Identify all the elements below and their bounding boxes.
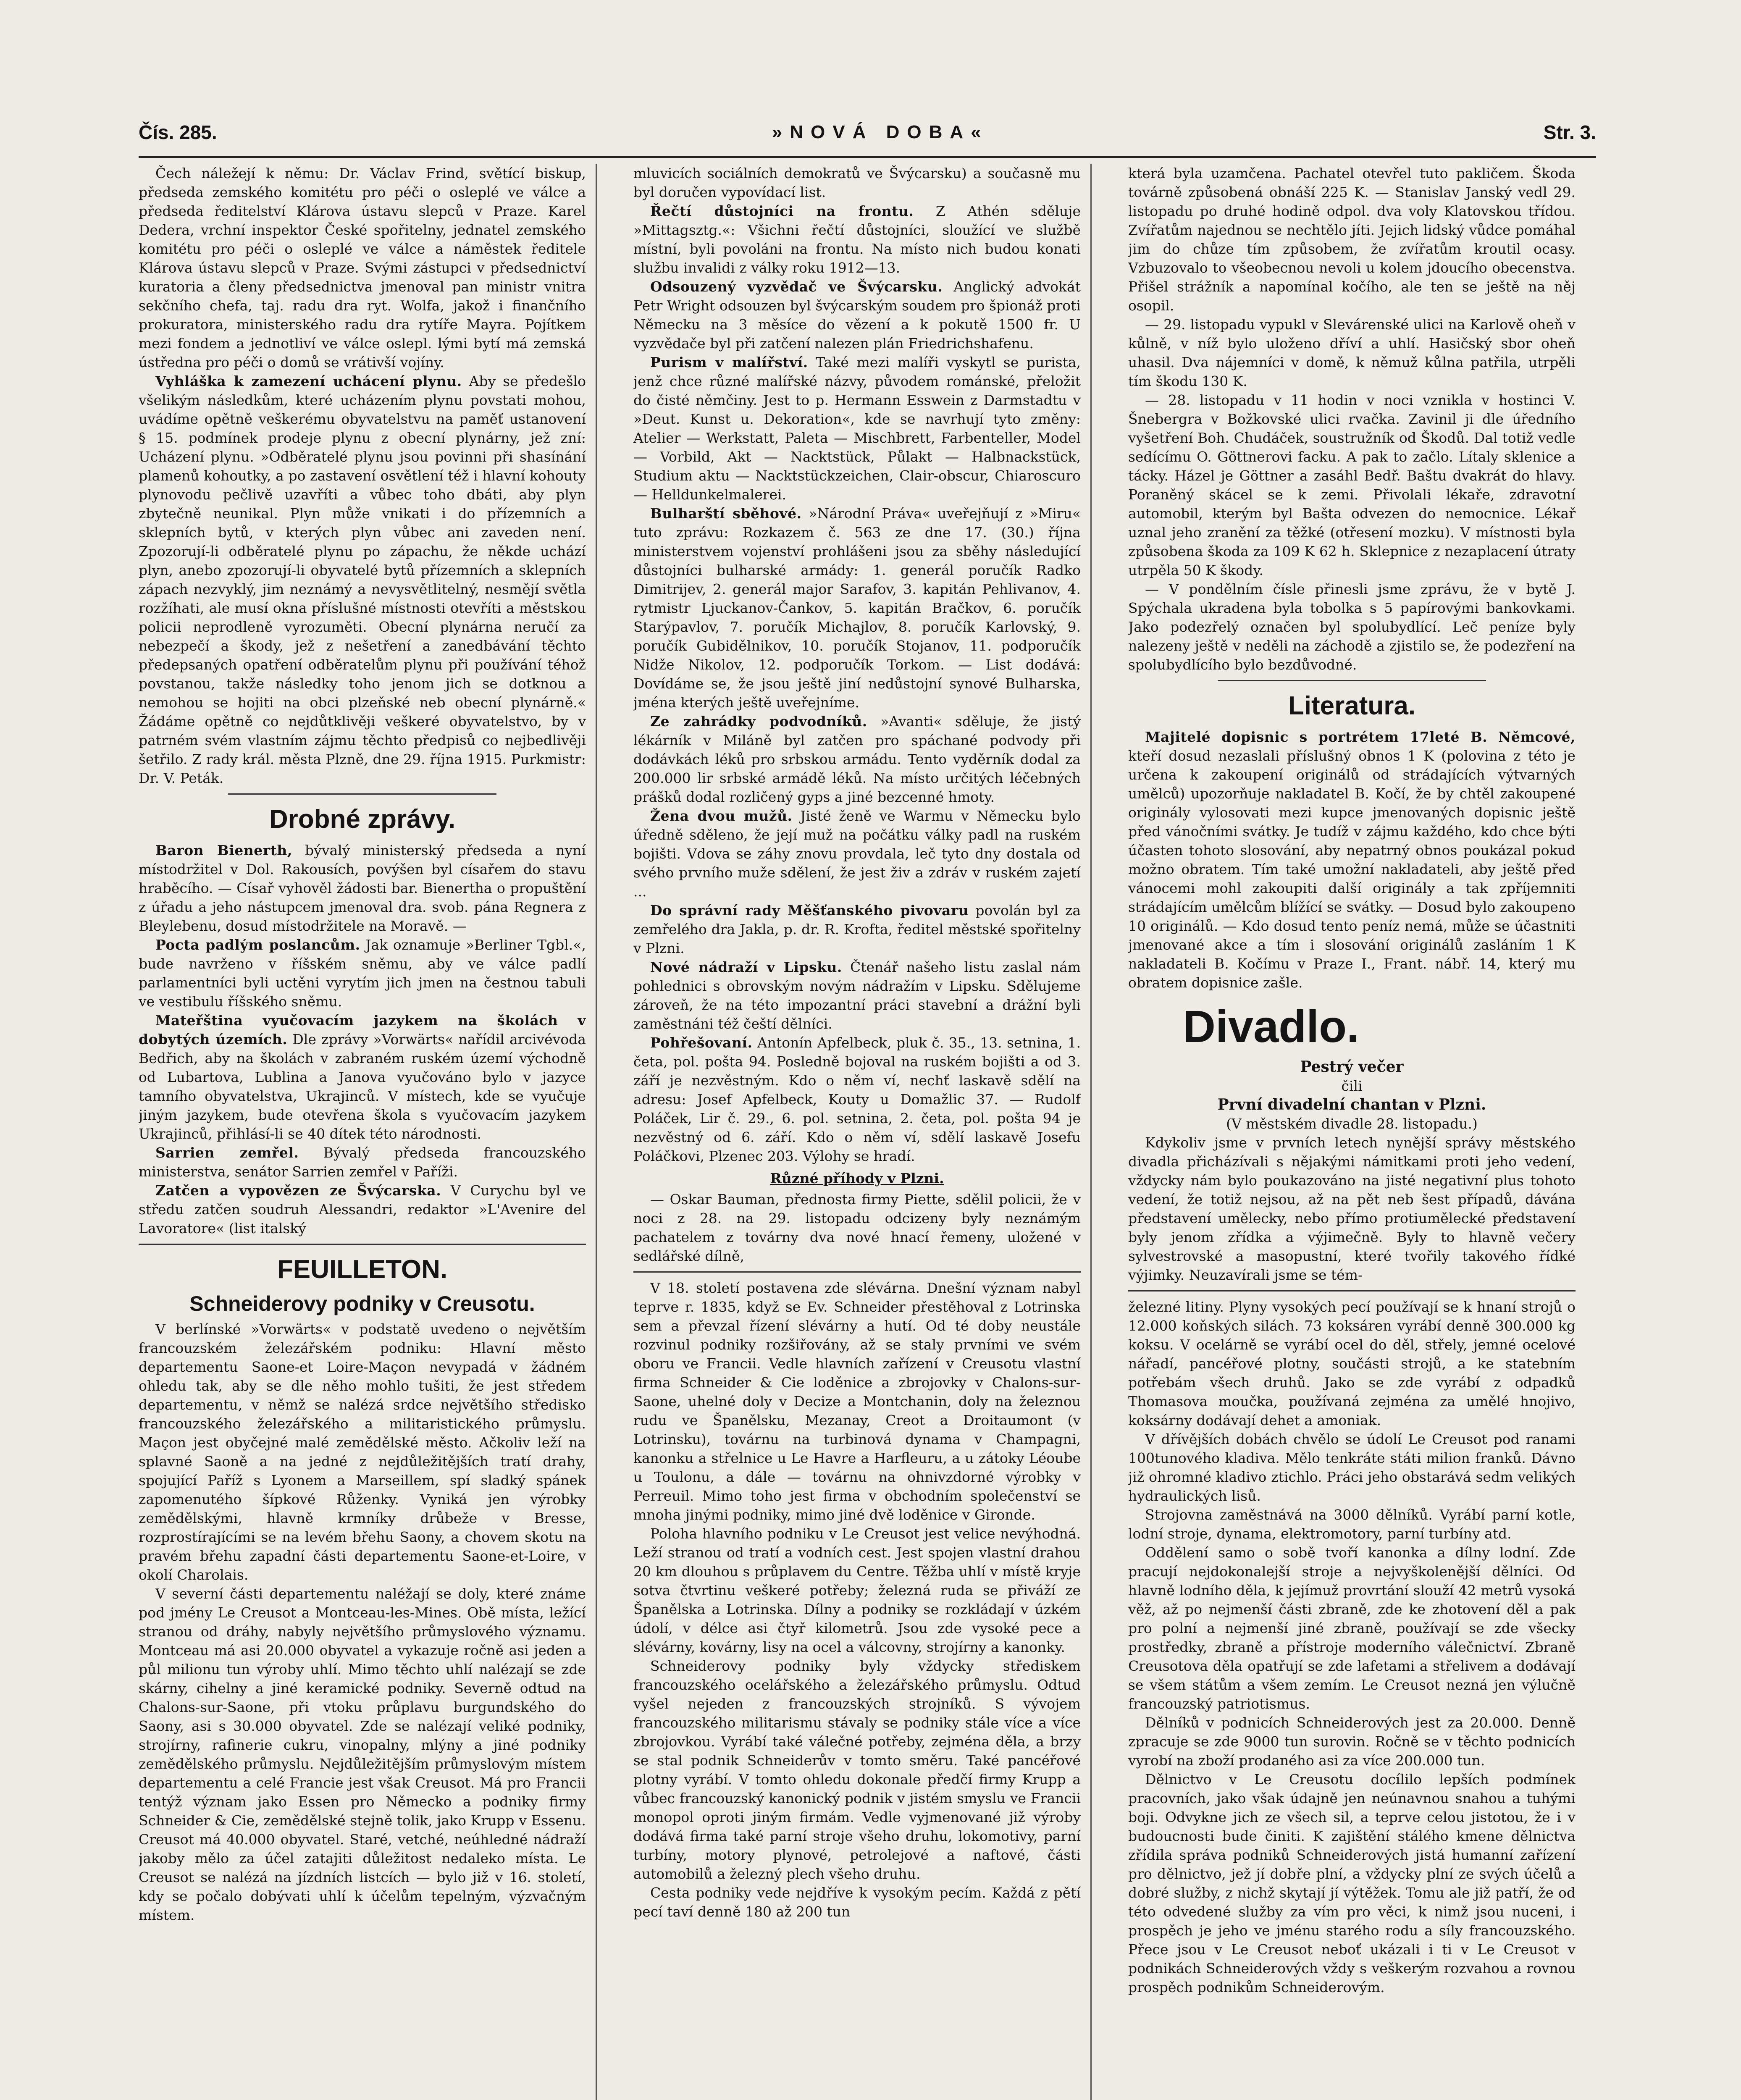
article-text: železné litiny. Plyny vysokých pecí používají se k hnaní strojů o 12.000 koňských silách. 73 koksáren vyrábí denně 300.000 kg koksu. V ocelárně se vyrábí ocel do děl, střely, jemné ocelové nářadí, pancéřové plotny, součásti strojů, a ke statebním potřebám všech druhů. Jako se zde vyrábí z odpadků Thomasova moučka, používaná zejména za umělé hnojivo, koksárny dodávají dehet a amoniak.	[1128, 1299, 1576, 1428]
article-text: která byla uzamčena. Pachatel otevřel tuto pakličem. Škoda továrně způsobená obnáší 225 K. — Stanislav Janský vedl 29. listopadu po druhé hodině odpol. dva voly Klatovskou třídou. Zvířatům najednou se nechtělo jíti. Jejich lidský vůdce pomáhal jim do chůze tím způsobem, že zvířatům kroutil ocasy. Vzbuzovalo to všeobecnou nevoli u kolem jdoucího obecenstva. Přišel strážník a napomínal kočího, ale ten se ještě na něj osopil.	[1128, 165, 1576, 314]
article-lead: Sarrien zemřel.	[155, 1144, 299, 1161]
divider	[1218, 680, 1486, 681]
header-rule	[139, 156, 1596, 158]
article-paragraph	[633, 806, 1081, 901]
section-heading-feuilleton: FEUILLETON.	[277, 1255, 448, 1284]
article-lead: Mateřština vyučovacím jazykem na školách v dobytých územích.	[139, 1012, 586, 1047]
divider	[139, 1244, 586, 1245]
issue-number: Čís. 285.	[139, 121, 217, 143]
article-text: — V pondělním čísle přinesli jsme zprávu, že v bytě J. Spýchala ukradena byla tobolka s 5 papírovými bankovkami. Jako podezřelý označen byl spolubydlící. Leč peníze byly nalezeny ještě v neděli na záchodě a zjistilo se, že podezření na spolubydlícího bylo bezdůvodné.	[1128, 581, 1576, 673]
article-lead: Baron Bienerth,	[155, 842, 292, 858]
article-lead: Do správní rady Měšťanského pivovaru	[650, 902, 969, 919]
section-heading-drobne: Drobné zprávy.	[269, 805, 456, 834]
article-paragraph	[633, 958, 1081, 1033]
article-paragraph	[139, 841, 586, 935]
article-text: Dělníků v podnicích Schneiderových jest za 20.000. Denně zpracuje se zde 9000 tun surovin. Ročně se v těchto podnicích vyrobí na zboží prodaného asi za více 200.000 tun.	[1128, 1714, 1576, 1769]
divider	[1128, 1290, 1576, 1292]
article-text: Kdykoliv jsme v prvních letech nynější správy městského divadla přicházívali s nějakými námitkami proti jeho vedení, vždycky nám bylo poukazováno na jisté negativní plus tohoto vedení, že totiž nejsou, až na pět neb šest případů, dávána představení umělecky, nebo přímo protiumělecké představení byly jenom zřídka a výjimečně. Byly to hlavně večery sylvestrovské a masopustní, které tvořily takového řídké výjimky. Neuzavírali jsme se tém-	[1128, 1134, 1576, 1283]
article-text: Jisté ženě ve Warmu v Německu bylo úředně sděleno, že její muž na počátku války padl na ruském bojišti. Vdova se záhy znovu provdala, leč tyto dny dostala od svého prvního muže sdělení, že jest živ a zdráv v ruském zajetí ...	[633, 808, 1081, 900]
subsection-heading-prihody: Různé příhody v Plzni.	[770, 1170, 944, 1186]
article-lead: Pocta padlým poslancům.	[155, 937, 360, 953]
page-header	[139, 113, 1596, 151]
article-lead: Bulharští sběhové.	[650, 505, 802, 522]
article-paragraph	[633, 712, 1081, 806]
article-lead: Pohřešovaní.	[650, 1034, 753, 1051]
article-text: Jak oznamuje »Berliner Tgbl.«, bude navrženo v říšském sněmu, aby ve válce padlí parlamentníci byli uctěni vyrytím jich jmen na čestnou tabuli ve vestibulu říšského sněmu.	[139, 937, 586, 1010]
article-lead: Žena dvou mužů.	[650, 808, 793, 824]
article-lead: Řečtí důstojníci na frontu.	[650, 203, 914, 219]
theatre-venue: (V městském divadle 28. listopadu.)	[1226, 1116, 1478, 1132]
article-lead: Purism v malířství.	[650, 354, 808, 370]
section-heading-literatura: Literatura.	[1288, 691, 1416, 720]
column-1	[139, 164, 586, 2100]
page-number: Str. 3.	[1543, 121, 1596, 143]
theatre-title: První divadelní chantan v Plzni.	[1217, 1096, 1486, 1113]
column-2	[633, 164, 1081, 2100]
article-lead: Odsouzený vyzvědač ve Švýcarsku.	[650, 278, 943, 295]
article-text: V dřívějších dobách chvělo se údolí Le Creusot pod ranami 100tunového kladiva. Mělo tenkráte státi milion franků. Dávno již ohromné kladivo ztichlo. Práci jeho obstarává sedm velikých hydraulických lisů.	[1128, 1431, 1576, 1504]
section-heading-divadlo: Divadlo.	[1183, 1001, 1360, 1052]
newspaper-title: »NOVÁ DOBA«	[772, 122, 989, 142]
article-text: Cesta podniky vede nejdříve k vysokým pecím. Každá z pětí pecí taví denně 180 až 200 tun	[633, 1885, 1081, 1920]
article-paragraph	[1128, 727, 1576, 992]
article-text: kteří dosud nezaslali příslušný obnos 1 K (polovina z této je určena k zakoupení originálů od strádajících výtvarných umělců) upozorňuje nakladatel B. Kočí, že by chtěl zakoupené originály vylosovati mezi kupce jmenovaných dopisnic ještě před vánočními svátky. Je tudíž v zájmu každého, kdo chce býti účasten tohoto slosování, aby nepatrný obnos poukázal pokud možno obratem. Tím také umožní nakladateli, aby ještě před vánocemi mohl zakoupiti další originály a tak zpříjemniti strádajícím umělcům blížící se svátky. — Dosud bylo zakoupeno 10 originálů. — Kdo dosud tento peníz nemá, může se účastniti jmenované akce a tím i slosování originálů zasláním 1 K nakladateli B. Kočímu v Praze I., Frant. nábř. 14, který mu obratem dopisnice zašle.	[1128, 748, 1576, 991]
column-divider	[596, 164, 597, 2100]
article-text: povolán byl za zemřelého dra Jakla, p. dr. R. Krofta, ředitel městské spořitelny v Plzni.	[633, 902, 1081, 956]
article-text: Poloha hlavního podniku v Le Creusot jest velice nevýhodná. Leží stranou od tratí a vodních cest. Jest spojen vlastní drahou 20 km dlouhou s průplavem du Centre. Těžba uhlí v místě kryje sotva čtvrtinu veškeré potřeby; železná ruda se přiváží ze Španělska a Lotrinska. Dílny a podniky se rozkládají v úzkém údolí, v délce asi čtyř kilometrů. Jsou zde vysoké pece a slévárny, kovárny, lisy na ocel a válcovny, strojírny a kanonky.	[633, 1525, 1081, 1655]
article-text: Oddělení samo o sobě tvoří kanonka a dílny lodní. Zde pracují nejdokonalejší stroje a nejvyškolenější dělníci. Od hlavně lodního děla, k jejímuž provrtání slouží 42 metrů vysoká věž, až po nejmenší části zbraně, zde ke zhotovení děl a pak pro polní a nejmenší jiné zbraně, používají se zde všecky prostředky, zbraně a přístroje moderního válečnictví. Zbraně Creusotova děla opatřují se zde lafetami a střelivem a dodávají se všem státům a všem zemím. Le Creusot nezná jen výlučně francouzský patriotismus.	[1128, 1544, 1576, 1712]
article-text: — 29. listopadu vypukl v Slevárenské ulici na Karlově oheň v kůlně, v níž bylo uloženo dříví a uhlí. Hasičský sbor oheň uhasil. Dva nájemníci v domě, k němuž kůlna patřila, utrpěli tím škodu 130 K.	[1128, 316, 1576, 389]
theatre-subtitle-conj: čili	[1341, 1078, 1363, 1094]
article-text: Schneiderovy podniky byly vždycky střediskem francouzského ocelářského a železářského průmyslu. Odtud vyšel nejeden z francouzských strojníků. S vývojem francouzského militarismu stávaly se podniky stále více a více zbrojovkou. Vyrábí také válečné potřeby, zejména děla, a brzy se stal podnik Schneiderův v tomto směru. Také pancéřové plotny vyrábí. V tomto ohledu dokonale předčí firmy Krupp a vůbec francouzský kanonický podnik v jistém smyslu ve Francii monopol oproti jiným firmám. Vedle vyjmenované již výroby dodává firma také parní stroje všeho druhu, lokomotivy, parní turbíny, motory plynové, petrolejové a naftové, části automobilů a železný plech všeho druhu.	[633, 1658, 1081, 1882]
divider	[228, 793, 496, 795]
article-text: Z Athén sděluje »Mittagsztg.«: Všichni řečtí důstojníci, sloužící ve službě místní, byli povoláni na frontu. Na místo nich budou konati službu invalidi z války roku 1912—13.	[633, 203, 1081, 276]
article-text: Čech náležejí k němu: Dr. Václav Frind, světící biskup, předseda zemského komitétu pro péči o osleplé ve válce a předseda ředitelství Klárova ústavu slepců v Praze. Karel Dedera, vrchní inspektor České spořitelny, jednatel zemského komitétu pro péči o osleplé ve válce a náměstek ředitele Klárova ústavu slepců v Praze. Svými zástupci v předsednictví kuratoria a členy předsednictva jmenoval pan ministr vnitra sekčního chefa, taj. radu dra ryt. Wolfa, jakož i finančního prokuratora, ministerského radu dra rytíře Mayra. Pojítkem mezi fondem a jednotliví ve válce oslepl. lými bytí má zemská ústředna pro péči o domů se vrátivší vojíny.	[139, 165, 586, 370]
article-paragraph	[139, 1181, 586, 1238]
column-divider	[1090, 164, 1092, 2100]
article-paragraph	[633, 504, 1081, 712]
article-text: Dělnictvo v Le Creusotu docílilo lepších podmínek pracovních, jako však údajně jen neúnavnou snahou a tuhými boji. Odvykne jich ze všech sil, a teprve celou jistotou, že i v budoucnosti bude činiti. K zajištění stálého kmene dělnictva zřídila správa podniků Schneiderových jistá humanní zařízení pro dělnictvo, jež jí dobře plní, a vždycky plní ze svých účelů a dobré služby, z nichž skytají jí výtěžek. Tomu ale již patří, že od této odvedené služby za vím pro věci, k nimž jsou nuceni, i prospěch je jeho ve jménu starého rodu a síly francouzského. Přece jsou v Le Creusot neboť ukázali i ti v Le Creusot v podnikách Schneiderových vždy s veškerým rozvahou a rovnou prospěch podnikům Schneiderovým.	[1128, 1771, 1576, 1995]
article-text: Dle zprávy »Vorwärts« nařídil arcivévoda Bedřich, aby na školách v zabraném ruském území východně od Lubartova, Lublina a Janova vyučováno bylo v jazyce tamního obyvatelstva, Ukrajinců. V místech, kde se vyučuje jiným jazykem, bude otevřena škola s vyučovacím jazykem Ukrajinců, přihlásí-li se 40 dítek této národnosti.	[139, 1031, 586, 1142]
article-lead: Zatčen a vypovězen ze Švýcarska.	[155, 1182, 441, 1199]
column-3	[1128, 164, 1576, 2100]
article-text: »Avanti« sděluje, že jistý lékárník v Miláně byl zatčen pro spáchané podvody při dodávkách léků pro srbskou armádu. Tento vyděrník dodal za 200.000 lir srbské armádě léků. Na místo určitých léčebných prášků dodal rozličený gyps a jiné bezcenné hmoty.	[633, 713, 1081, 805]
article-text: Bývalý předseda francouzského ministerstva, senátor Sarrien zemřel v Paříži.	[139, 1144, 586, 1180]
article-text: Strojovna zaměstnává na 3000 dělníků. Vyrábí parní kotle, lodní stroje, dynama, elektromotory, parní turbíny atd.	[1128, 1507, 1576, 1542]
article-lead: Ze zahrádky podvodníků.	[650, 713, 867, 730]
article-text: V Curychu byl ve středu zatčen soudruh Alessandri, redaktor »L'Avenire del Lavoratore« (list italský	[139, 1182, 586, 1236]
article-text: — 28. listopadu v 11 hodin v noci vznikla v hostinci V. Šnebergra v Božkovské ulici rvačka. Zavinil ji dle úředního vyšetření Boh. Chudáček, soustružník od Škodů. Dal totiž vedle sedícímu O. Göttnerovi facku. A pak to začlo. Lítaly sklenice a tácky. Házel je Göttner a zasáhl Bedř. Baštu dvakrát do hlavy. Poraněný skácel se k zemi. Přivolali lékaře, zdravotní automobil, kterým byl Bašta odvezen do nemocnice. Lékař uznal jeho zranění za těžké (otřesení mozku). V místnosti byla způsobena škoda za 109 K 62 h. Sklepnice z nezaplacení útraty utrpěla 50 K škody.	[1128, 392, 1576, 578]
theatre-subtitle: Pestrý večer	[1300, 1058, 1404, 1076]
article-paragraph	[633, 202, 1081, 277]
article-text: Čtenář našeho listu zaslal nám pohlednici s obrovským novým nádražím v Lipsku. Sdělujeme zároveň, že na této impozantní práci stavební a drážní byli zaměstnáni též čeští dělníci.	[633, 959, 1081, 1032]
article-lead: Nové nádraží v Lipsku.	[650, 959, 842, 975]
article-text: bývalý ministerský předseda a nyní místodržitel v Dol. Rakousích, povýšen byl císařem do stavu hraběcího. — Císař vyhověl žádosti bar. Bienertha o propuštění z úřadu a jeho nástupcem jmenoval dra. svob. pána Regnera z Bleylebenu, dosud místodržitele na Moravě. —	[139, 842, 586, 934]
article-paragraph	[139, 1143, 586, 1181]
article-text: »Národní Práva« uveřejňují z »Miru« tuto zprávu: Rozkazem č. 563 ze dne 17. (30.) října ministerstvem vojenství prohlášeni jsou za sběhy následující důstojníci bulharské armády: 1. generál poručík Radko Dimitrijev, 2. generál major Sarafov, 3. kapitán Pehlivanov, 4. rytmistr Ljuckanov-Čankov, 5. kapitán Bračkov, 6. poručík Starýpavlov, 7. poručík Michajlov, 8. poručík Karlovský, 9. poručík Gubidělnikov, 10. poručík Stojanov, 11. podporučík Nidže Nikolov, 12. podporučík Torkom. — List dodává: Dovídáme se, že jsou ještě jiní nedůstojní synové Bulharska, jména kterých ještě uveřejníme.	[633, 505, 1081, 711]
article-text: Anglický advokát Petr Wright odsouzen byl švýcarským soudem pro špionáž proti Německu na 3 měsíce do vězení a k pokutě 1500 fr. U vyzvědače byl při zatčení nalezen plán Friedrichshafenu.	[633, 278, 1081, 352]
article-text: V berlínské »Vorwärts« v podstatě uvedeno o největším francouzském železářském podniku: Hlavní město departementu Saone-et Loire-Maçon nevypadá v žádném ohledu tak, aby se dle něho mohlo tušiti, že jest středem departementu, v němž se nalézá srdce největšího středisko francouzského železářského a militaristického průmyslu. Maçon jest obyčejné malé zemědělské město. Ačkoliv leží na splavné Saoně a na jedné z nejdůležitějších tratí drahy, spojující Paříž s Lyonem a Marseillem, spí sladký spánek zapomenutého šípkové Růženky. Vyniká jen výrobky zemědělskými, hlavně krmníky drůbeže v Bresse, rozprostírajícími se na levém břehu Saony, a chovem skotu na pravém břehu zapadní části departementu Saone-et-Loire, v okolí Charolais.	[139, 1321, 586, 1583]
article-text: — Oskar Bauman, přednosta firmy Piette, sdělil policii, že v noci z 28. na 29. listopadu odcizeny byly neznámým pachatelem z továrny dva nové hnací řemeny, uložené v sedlářské dílně,	[633, 1191, 1081, 1264]
article-paragraph	[633, 277, 1081, 353]
article-text: Aby se předešlo všelikým následkům, které ucházením plynu povstati mohou, uvádíme opětně veškerému obyvatelstvu na paměť ustanovení § 15. podmínek prodeje plynu z obecní plynárny, jež zní: Ucházení plynu. »Odběratelé plynu jsou povinni při shasínání plamenů kohoutky, a po zastavení osvětlení též i hlavní kohouty plynovodu pečlivě uzavříti a vůbec toho dbáti, aby plyn zbytečně neunikal. Plyn může vnikati i do přízemních a sklepních bytů, v kterých plyn vůbec ani zaveden není. Zpozorují-li odběratelé plynu po zápachu, že někde uchází plyn, anebo zpozorují-li obyvatelé bytů přízemních a sklepních zápach nezvyklý, jim neznámý a nevysvětlitelný, nesmějí světla rozžíhati, ale musí okna příslušné místnosti otevříti a městskou policii neprodleně vyrozuměti. Obecní plynárna neručí za nebezpečí a škody, jež z nešetření a zanedbávání těchto předepsaných opatření odběratelům plynu při používání téhož povstanou, takže následky toho jenom jich se dotknou a nemohou se hojiti na obci plzeňské neb obecní plynárně.« Žádáme opětně co nejdůtklivěji veškeré obyvatelstvo, by v patrném svém vlastním zájmu těchto předpisů co nejbedlivěji šetřilo. Z rady král. města Plzně, dne 29. října 1915. Purkmistr: Dr. V. Peták.	[139, 373, 586, 786]
article-paragraph	[633, 1033, 1081, 1166]
divider	[633, 1271, 1081, 1273]
article-lead: Majitelé dopisnic s portrétem 17leté B. Němcové,	[1145, 729, 1576, 745]
article-lead: Vyhláška k zamezení uchácení plynu.	[155, 373, 462, 389]
article-text: mluvicích sociálních demokratů ve Švýcarsku) a současně mu byl doručen vypovídací list.	[633, 165, 1081, 200]
article-paragraph	[139, 935, 586, 1011]
article-text: Také mezi malíři vyskytl se purista, jenž chce různé malířské názvy, původem románské, přeložit do čisté němčiny. Jest to p. Hermann Esswein z Darmstadtu v »Deut. Kunst u. Dekoration«, kde se navrhují tyto změny: Atelier — Werkstatt, Paleta — Mischbrett, Farbenteller, Model — Vorbild, Akt — Nacktstück, Půlakt — Halbnackstück, Studium aktu — Nacktstückzeichen, Clair-obscur, Chiaroscuro — Helldunkelmalerei.	[633, 354, 1081, 503]
article-text: V 18. století postavena zde slévárna. Dnešní význam nabyl teprve r. 1835, když se Ev. Schneider přestěhoval z Lotrinska sem a převzal řízení slévárny a hutí. Od té doby neustále rozvinul podniky rozšiřovány, až se staly prvními ve svém oboru ve Francii. Vedle hlavních zařízení v Creusotu vlastní firma Schneider & Cie loděnice a zbrojovky v Chalons-sur-Saone, uhelné doly v Decize a Montchanin, doly na železnou rudu ve Španělsku, Mezanay, Creot a Droitaumont (v Lotrinsku), továrnu na turbinová dynama v Champagni, kanonku a střelnice u Le Havre a Harfleuru, a u zátoky Léoube u Toulonu, a dále — továrnu na ohnivzdorné výrobky v Perreuil. Mimo toho jest firma v obchodním společenství se mnoha jinými podniky, mimo jiné dvě loděnice v Gironde.	[633, 1280, 1081, 1523]
article-paragraph	[139, 1011, 586, 1143]
article-text: V severní části departementu naléžají se doly, které známe pod jmény Le Creusot a Montceau-les-Mines. Obě místa, ležící stranou od dráhy, nabyly největšího průmyslového významu. Montceau má asi 20.000 obyvatel a vykazuje ročně asi jeden a půl milionu tun výroby uhlí. Mimo těchto uhlí nalézají se zde skárny, cihelny a jiné keramické podniky. Severně odtud na Chalons-sur-Saone, při vtoku průplavu burgundského do Saony, asi s 30.000 obyvatel. Zde se nalézají veliké podniky, strojírny, rafinerie cukru, vinopalny, mlýny a jiné podniky zemědělského průmyslu. Nejdůležitějším průmyslovým místem departementu a celé Francie jest však Creusot. Má pro Francii tentýž význam jako Essen pro Německo a podniky firmy Schneider & Cie, zemědělské stejně tolik, jako Krupp v Essenu. Creusot má 40.000 obyvatel. Staré, vetché, neúhledné nádraží jakoby mělo za účel zatajiti důležitost nedaleko místa. Le Creusot se nalézá na jízdních listcích — bylo již v 16. století, kdy se počalo dobývati uhlí k účelům tepelným, výzvačným místem.	[139, 1586, 586, 1923]
article-paragraph	[139, 372, 586, 788]
article-paragraph	[633, 353, 1081, 504]
article-paragraph	[633, 901, 1081, 958]
feuilleton-title: Schneiderovy podniky v Creusotu.	[189, 1292, 535, 1315]
article-text: Antonín Apfelbeck, pluk č. 35., 13. setnina, 1. četa, pol. pošta 94. Posledně bojoval na ruském bojišti a od 3. září je nezvěstným. Kdo o něm ví, nechť laskavě sdělí na adresu: Josef Apfelbeck, Kouty u Domažlic 37. — Rudolf Poláček, Lir č. 29., 6. pol. setnina, 2. četa, pol. pošta 94 je nezvěstný od 6. září. Kdo o něm ví, sdělí laskavě Josefu Poláčkovi, Plzenec 203. Výlohy se hradí.	[633, 1034, 1081, 1164]
